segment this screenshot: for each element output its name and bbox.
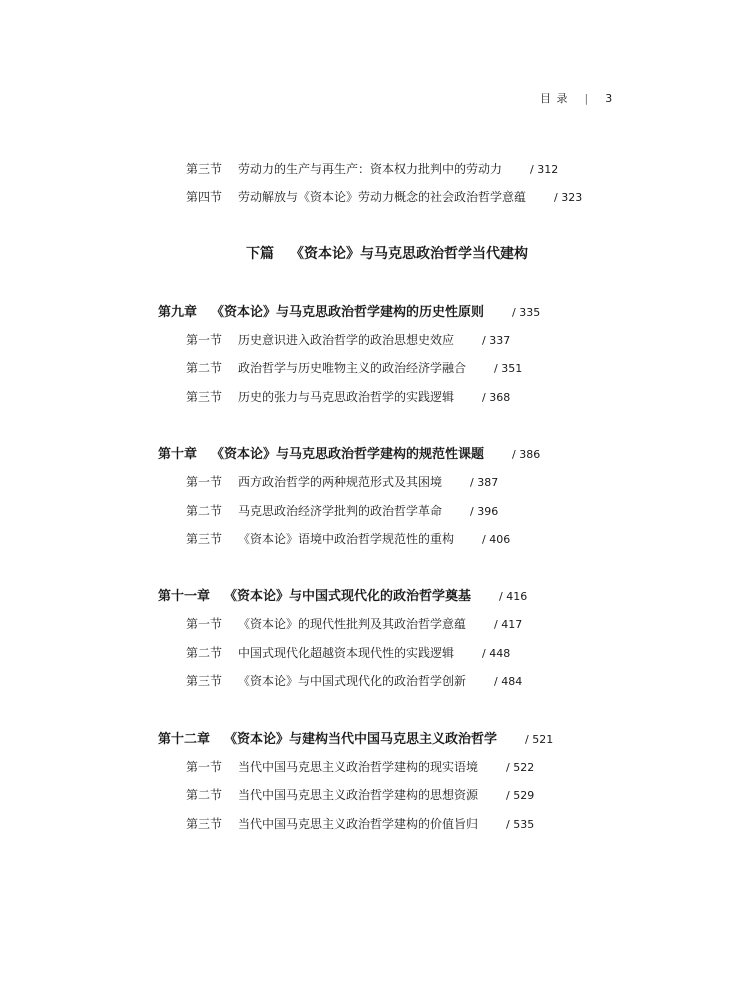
chapter-number: 第十章 bbox=[158, 447, 198, 462]
toc-section[interactable] bbox=[186, 644, 510, 661]
chapter-number: 第九章 bbox=[158, 305, 198, 320]
chapter-page: / 335 bbox=[512, 306, 541, 319]
section-title: 劳动解放与《资本论》劳动力概念的社会政治哲学意蕴 bbox=[238, 190, 527, 204]
section-title: 《资本论》的现代性批判及其政治哲学意蕴 bbox=[238, 617, 467, 631]
section-title: 政治哲学与历史唯物主义的政治经济学融合 bbox=[238, 361, 467, 375]
toc-chapter[interactable] bbox=[158, 728, 553, 747]
section-page: / 406 bbox=[482, 533, 511, 546]
section-page: / 323 bbox=[554, 191, 583, 204]
part-heading bbox=[246, 243, 528, 263]
section-page: / 535 bbox=[506, 818, 535, 831]
section-page: / 522 bbox=[506, 761, 535, 774]
toc-section[interactable] bbox=[186, 359, 522, 376]
section-number: 第一节 bbox=[186, 617, 223, 631]
toc-section[interactable] bbox=[186, 388, 510, 405]
toc-section[interactable] bbox=[186, 473, 498, 490]
toc-section[interactable] bbox=[186, 815, 534, 832]
header-separator: | bbox=[584, 91, 590, 105]
section-title: 历史的张力与马克思政治哲学的实践逻辑 bbox=[238, 390, 455, 404]
header-label: 目 录 bbox=[540, 92, 569, 105]
section-number: 第二节 bbox=[186, 646, 223, 660]
section-title: 《资本论》与中国式现代化的政治哲学创新 bbox=[238, 674, 467, 688]
section-page: / 312 bbox=[530, 163, 559, 176]
section-number: 第三节 bbox=[186, 532, 223, 546]
toc-chapter[interactable] bbox=[158, 443, 540, 462]
section-number: 第二节 bbox=[186, 504, 223, 518]
toc-section[interactable] bbox=[186, 331, 510, 348]
chapter-number: 第十二章 bbox=[158, 732, 211, 747]
toc-section[interactable] bbox=[186, 530, 510, 547]
section-page: / 351 bbox=[494, 362, 523, 375]
toc-section[interactable] bbox=[186, 502, 498, 519]
toc-section[interactable] bbox=[186, 160, 558, 177]
section-number: 第三节 bbox=[186, 162, 223, 176]
part-title: 《资本论》与马克思政治哲学当代建构 bbox=[290, 246, 528, 262]
header-page-number: 3 bbox=[605, 91, 614, 105]
section-page: / 337 bbox=[482, 334, 511, 347]
running-head bbox=[540, 90, 613, 106]
section-page: / 387 bbox=[470, 476, 499, 489]
section-number: 第二节 bbox=[186, 788, 223, 802]
section-page: / 529 bbox=[506, 789, 535, 802]
toc-section[interactable] bbox=[186, 758, 534, 775]
chapter-number: 第十一章 bbox=[158, 589, 211, 604]
chapter-page: / 521 bbox=[525, 733, 554, 746]
section-title: 劳动力的生产与再生产：资本权力批判中的劳动力 bbox=[238, 162, 503, 176]
part-number: 下篇 bbox=[246, 246, 274, 262]
section-title: 马克思政治经济学批判的政治哲学革命 bbox=[238, 504, 443, 518]
section-number: 第二节 bbox=[186, 361, 223, 375]
chapter-title: 《资本论》与马克思政治哲学建构的历史性原则 bbox=[211, 305, 485, 320]
section-title: 中国式现代化超越资本现代性的实践逻辑 bbox=[238, 646, 455, 660]
section-page: / 368 bbox=[482, 391, 511, 404]
toc-chapter[interactable] bbox=[158, 585, 527, 604]
section-title: 西方政治哲学的两种规范形式及其困境 bbox=[238, 475, 443, 489]
section-page: / 417 bbox=[494, 618, 523, 631]
section-page: / 448 bbox=[482, 647, 511, 660]
section-page: / 396 bbox=[470, 505, 499, 518]
chapter-title: 《资本论》与马克思政治哲学建构的规范性课题 bbox=[211, 447, 485, 462]
section-number: 第三节 bbox=[186, 390, 223, 404]
section-number: 第四节 bbox=[186, 190, 223, 204]
section-number: 第一节 bbox=[186, 333, 223, 347]
chapter-title: 《资本论》与中国式现代化的政治哲学奠基 bbox=[224, 589, 472, 604]
section-title: 当代中国马克思主义政治哲学建构的思想资源 bbox=[238, 788, 479, 802]
chapter-page: / 416 bbox=[499, 590, 528, 603]
toc-chapter[interactable] bbox=[158, 301, 540, 320]
section-title: 历史意识进入政治哲学的政治思想史效应 bbox=[238, 333, 455, 347]
section-title: 《资本论》语境中政治哲学规范性的重构 bbox=[238, 532, 455, 546]
section-page: / 484 bbox=[494, 675, 523, 688]
section-number: 第一节 bbox=[186, 760, 223, 774]
section-number: 第三节 bbox=[186, 674, 223, 688]
section-title: 当代中国马克思主义政治哲学建构的价值旨归 bbox=[238, 817, 479, 831]
toc-section[interactable] bbox=[186, 188, 582, 205]
section-number: 第一节 bbox=[186, 475, 223, 489]
section-title: 当代中国马克思主义政治哲学建构的现实语境 bbox=[238, 760, 479, 774]
section-number: 第三节 bbox=[186, 817, 223, 831]
chapter-title: 《资本论》与建构当代中国马克思主义政治哲学 bbox=[224, 732, 498, 747]
toc-section[interactable] bbox=[186, 786, 534, 803]
toc-section[interactable] bbox=[186, 615, 522, 632]
toc-section[interactable] bbox=[186, 672, 522, 689]
chapter-page: / 386 bbox=[512, 448, 541, 461]
